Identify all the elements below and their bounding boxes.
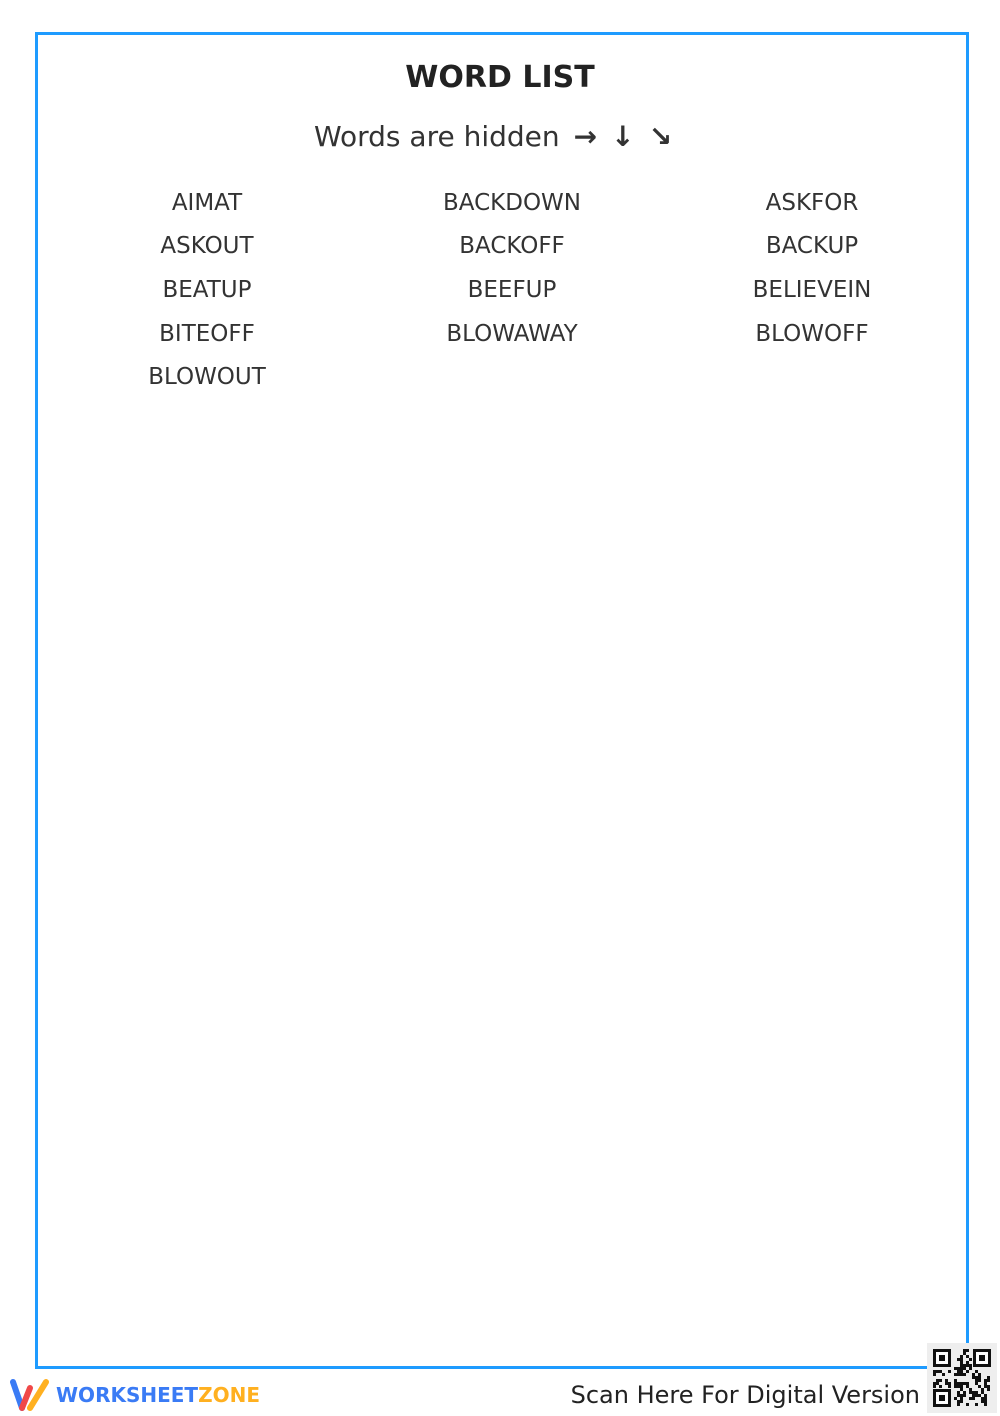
word-item: BACKUP — [765, 233, 859, 259]
word-item: ASKFOR — [765, 190, 859, 216]
word-item: BACKOFF — [459, 233, 565, 259]
word-item: BLOWAWAY — [446, 321, 578, 347]
word-item: BITEOFF — [159, 321, 255, 347]
word-item: BLOWOUT — [148, 364, 266, 390]
word-item: AIMAT — [171, 190, 243, 216]
word-item: BACKDOWN — [442, 190, 581, 216]
logo-text-zone: ZONE — [198, 1383, 260, 1407]
word-item: BEEFUP — [467, 277, 557, 303]
direction-arrows-icon: →↓↘ — [573, 120, 687, 153]
scan-text: Scan Here For Digital Version — [570, 1381, 920, 1409]
worksheetzone-logo[interactable] — [10, 1378, 260, 1412]
word-item: BLOWOFF — [755, 321, 869, 347]
logo-w-icon — [10, 1378, 50, 1412]
qr-code-icon[interactable] — [927, 1343, 997, 1413]
instructions-text: Words are hidden — [313, 120, 560, 153]
instructions — [0, 120, 1000, 153]
word-item: ASKOUT — [160, 233, 254, 259]
word-item: BELIEVEIN — [752, 277, 872, 303]
page-title: WORD LIST — [405, 60, 595, 95]
word-item: BEATUP — [162, 277, 252, 303]
logo-text-worksheet: WORKSHEET — [56, 1383, 199, 1407]
